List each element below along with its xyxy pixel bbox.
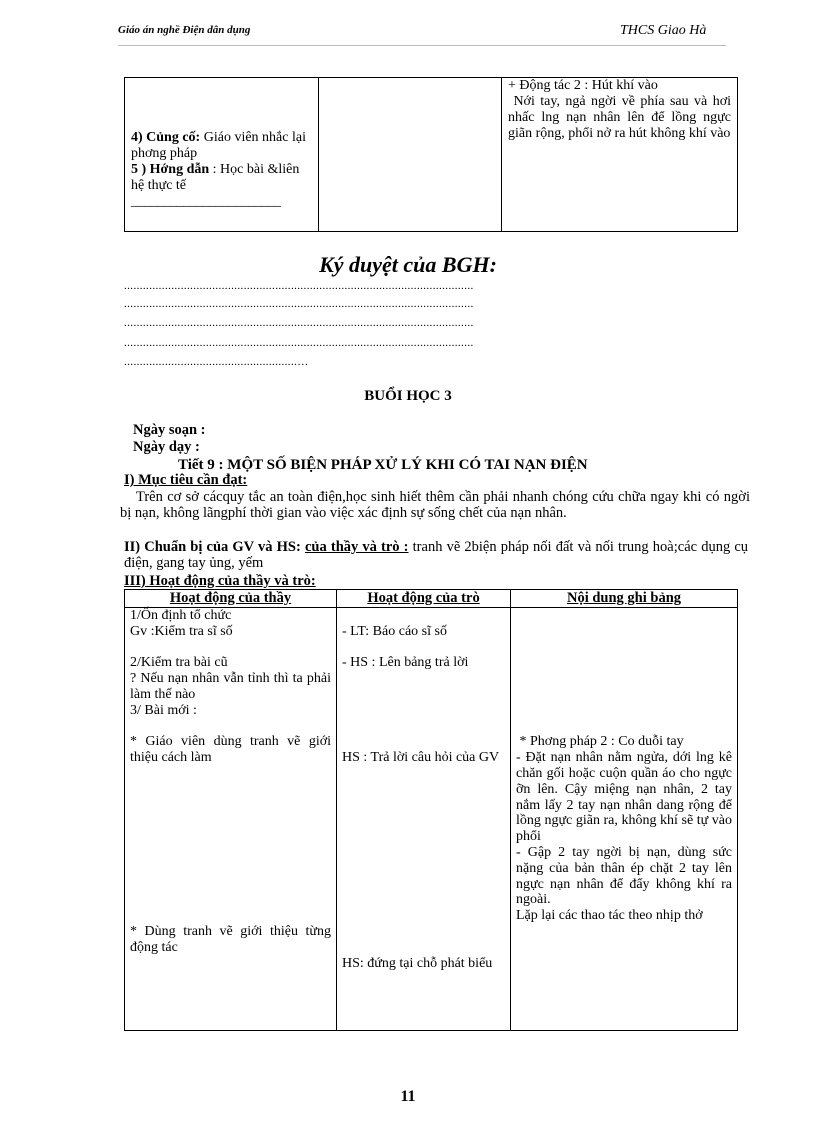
objective-heading: I) Mục tiêu cần đạt: [124,472,248,488]
top-col-student [319,78,502,232]
objective-text: Trên cơ sở cácquy tắc an toàn điện,học sinh hiết thêm cần phải nhanh chóng cứu chữa ngay khi có ngời bị nạn, không lãngphí thời gian vào việc xác định sự sống chết của nạn nhân. [120,489,750,521]
prep-heading: II) Chuẩn bị của GV và HS: [124,539,301,555]
prep-sub-heading: của thầy và trò : [304,539,409,555]
student-activities-text: - LT: Báo cáo sĩ số - HS : Lên bảng trả lời HS : Trả lời câu hỏi của GV HS: đứng tại chỗ phát biểu [342,623,500,971]
guidance-text: : Học bài &liên hệ thực tế [131,161,300,193]
underline-rule: _______________________ [131,193,281,209]
approval-title: Ký duyệt của BGH: [319,252,497,277]
lesson-title: Tiết 9 : MỘT SỐ BIỆN PHÁP XỬ LÝ KHI CÓ TAI NẠN ĐIỆN [178,457,588,473]
prep-paragraph [124,539,748,571]
dots-line-4: ............................................................................................................... [124,337,474,349]
dots-line-2: ............................................................................................................... [124,298,474,310]
prep-date-label: Ngày soạn : [133,422,206,438]
header-rule [118,45,726,46]
guidance-title: 5 ) Hớng dẫn [131,161,210,177]
consolidation-title: 4) Củng cố: [131,129,201,145]
header-content: Nội dung ghi bảng [511,590,738,608]
continued-table [124,77,738,232]
session-title: BUỔI HỌC 3 [364,388,452,404]
activity-table [124,589,738,1031]
header-right: THCS Giao Hà [620,23,707,38]
board-content [511,608,738,1031]
student-activities [337,608,511,1031]
top-col-teacher [125,78,319,232]
breath-in-text: + Động tác 2 : Hút khí vào Nới tay, ngả ngời về phía sau và hơi nhấc lng nạn nhân lên để lồng ngực giãn rộng, phổi nở ra hút không khí vào [508,78,732,141]
board-content-text: * Phơng pháp 2 : Co duỗi tay - Đặt nạn nhân nằm ngửa, dới lng kê chăn gối hoặc cuộn quần áo cho ngực ỡn lên. Cậy miệng nạn nhân, 2 tay nắm lấy 2 tay nạn nhân dang rộng để lồng ngực giãn ra, không khí sẽ tự vào phổi - Gập 2 tay ngời bị nạn, dùng sức nặng của bản thân ép chặt 2 tay lên ngực nạn nhân để đẩy không khí ra ngoài. Lặp lại các thao tác theo nhịp thở [516,734,732,924]
header-student: Hoạt động của trò [337,590,511,608]
consolidation-text: Giáo viên nhắc lại phơng pháp [131,129,306,161]
prep-text: tranh vẽ 2biện pháp nối đất và nối trung hoà;các dụng cụ điện, gang tay ủng, yếm [124,539,749,571]
page-number: 11 [400,1088,416,1105]
header-left: Giáo án nghề Điện dân dụng [118,24,251,36]
header-teacher: Hoạt động của thầy [125,590,337,608]
teach-date-label: Ngày dạy : [133,439,200,455]
teacher-activities-text: 1/Ổn định tổ chức Gv :Kiểm tra sĩ số 2/Kiểm tra bài cũ ? Nếu nạn nhân vẫn tỉnh thì ta phải làm thế nào 3/ Bài mới : * Giáo viên dùng tranh vẽ giới thiệu cách làm * Dùng tranh vẽ giới thiệu từng động tác [130,608,331,955]
activity-heading: III) Hoạt động của thầy và trò: [124,573,316,589]
dots-line-3: ............................................................................................................... [124,317,474,329]
dots-line-5: .......................................................… [124,356,309,368]
teacher-activities [125,608,337,1031]
dots-line-1: ............................................................................................................... [124,280,474,292]
top-col-content [502,78,738,232]
